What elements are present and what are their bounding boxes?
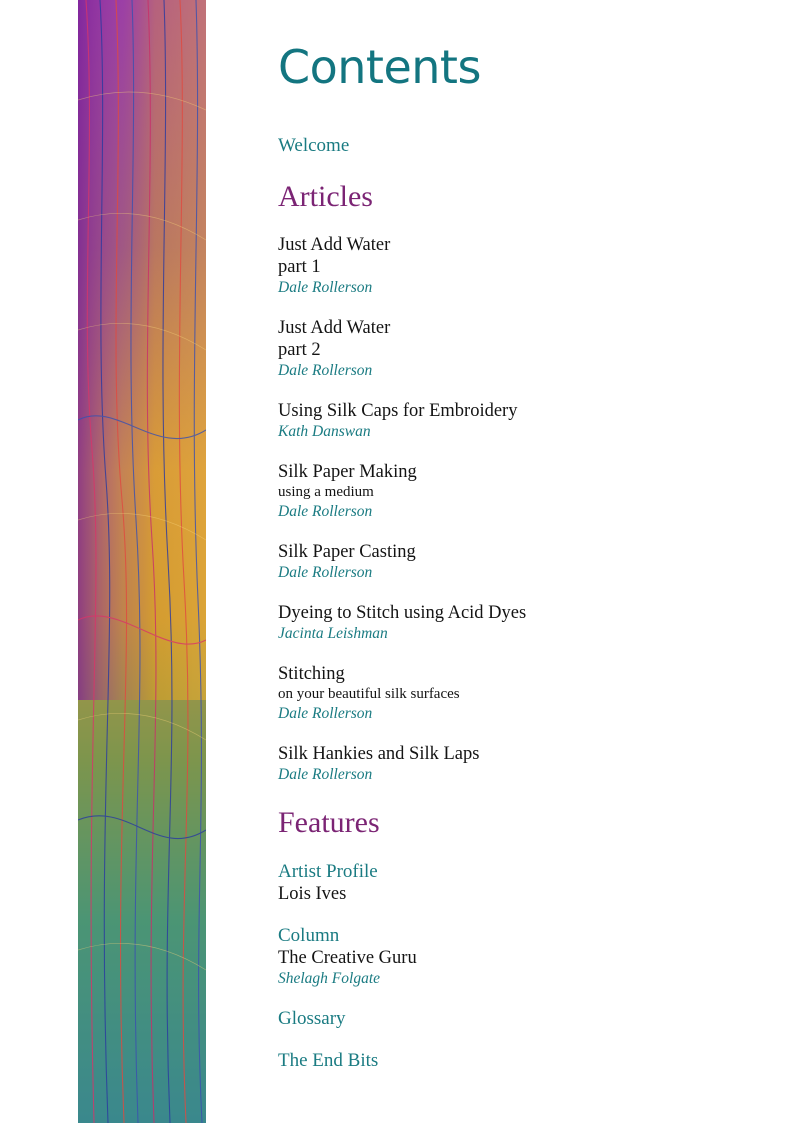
article-subtitle: part 1 (278, 257, 321, 277)
features-heading: Features (278, 806, 380, 839)
article-author: Dale Rollerson (278, 766, 373, 783)
toc-article-entry[interactable] (278, 400, 517, 441)
toc-article-entry[interactable] (278, 317, 390, 380)
article-author: Dale Rollerson (278, 503, 373, 520)
article-author: Dale Rollerson (278, 564, 373, 581)
silk-textile-strip-image (78, 0, 206, 1123)
article-title: Stitching (278, 664, 345, 684)
article-title: Silk Paper Casting (278, 542, 416, 562)
article-author: Dale Rollerson (278, 362, 373, 379)
toc-glossary-link[interactable]: Glossary (278, 1008, 346, 1029)
feature-title: Lois Ives (278, 884, 347, 904)
article-title: Just Add Water (278, 235, 391, 255)
article-title: Using Silk Caps for Embroidery (278, 401, 518, 421)
toc-welcome-link[interactable]: Welcome (278, 135, 350, 156)
articles-heading: Articles (278, 180, 373, 213)
article-author: Kath Danswan (278, 423, 371, 440)
article-subtitle: on your beautiful silk surfaces (278, 686, 460, 702)
feature-label: Artist Profile (278, 861, 378, 882)
page-title: Contents (278, 40, 481, 94)
feature-title: The Creative Guru (278, 948, 417, 968)
toc-article-entry[interactable] (278, 663, 460, 723)
toc-feature-column[interactable] (278, 925, 417, 988)
toc-article-entry[interactable] (278, 541, 416, 582)
article-title: Dyeing to Stitch using Acid Dyes (278, 603, 527, 623)
article-author: Dale Rollerson (278, 705, 373, 722)
article-title: Silk Paper Making (278, 462, 417, 482)
article-title: Just Add Water (278, 318, 391, 338)
toc-feature-artist-profile[interactable] (278, 861, 378, 905)
toc-article-entry[interactable] (278, 602, 526, 643)
feature-author: Shelagh Folgate (278, 970, 381, 987)
article-author: Dale Rollerson (278, 279, 373, 296)
feature-label: Column (278, 925, 340, 946)
toc-article-entry[interactable] (278, 234, 390, 297)
toc-article-entry[interactable] (278, 461, 417, 521)
article-subtitle: part 2 (278, 340, 321, 360)
article-author: Jacinta Leishman (278, 625, 388, 642)
article-subtitle: using a medium (278, 484, 374, 500)
article-title: Silk Hankies and Silk Laps (278, 744, 480, 764)
toc-article-entry[interactable] (278, 743, 479, 784)
toc-end-bits-link[interactable]: The End Bits (278, 1050, 379, 1071)
